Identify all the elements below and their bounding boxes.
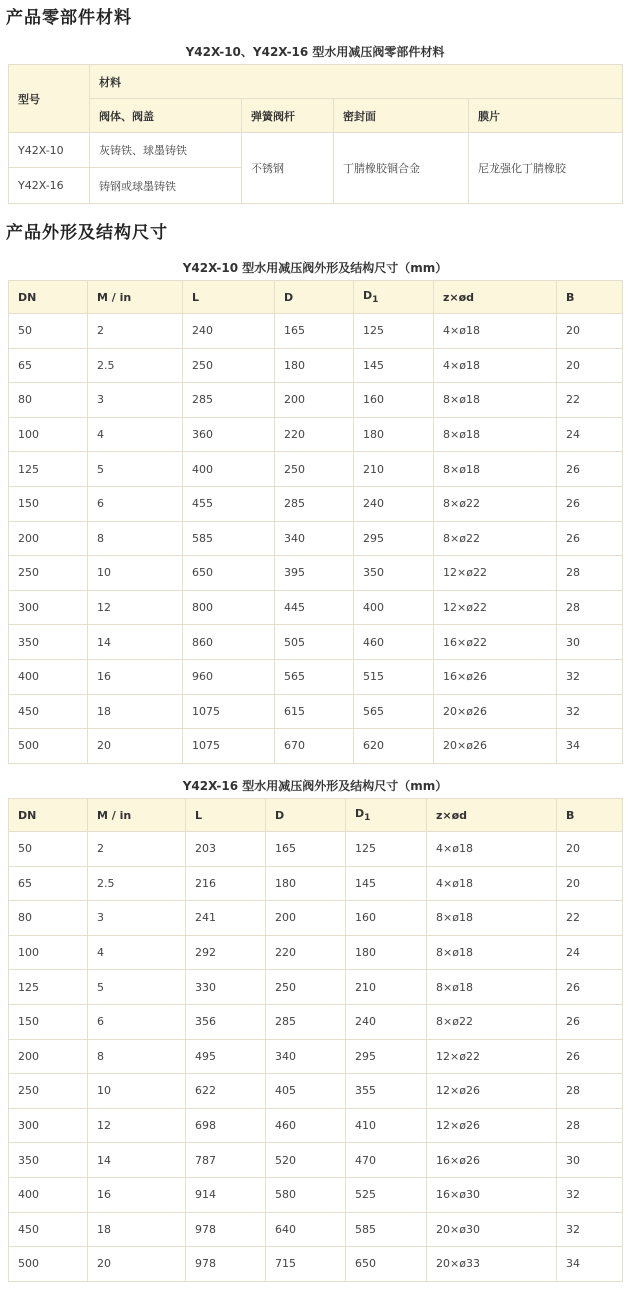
table-cell: 8×ø18 — [427, 901, 557, 936]
table-cell: 340 — [266, 1039, 346, 1074]
table-cell: 505 — [275, 625, 354, 660]
table-cell: 450 — [9, 1212, 88, 1247]
table-cell: 20×ø30 — [427, 1212, 557, 1247]
table-cell: 2 — [88, 314, 183, 349]
table-cell: 3 — [88, 383, 183, 418]
table-row — [9, 866, 623, 901]
subscript: 1 — [364, 813, 371, 823]
table-cell: 28 — [557, 556, 623, 591]
table-cell: 20 — [557, 832, 623, 867]
column-header-text: D — [355, 807, 365, 820]
table-cell: 50 — [9, 832, 88, 867]
table-cell: 18 — [88, 1212, 186, 1247]
table-row — [9, 1177, 623, 1212]
column-header: M / in — [88, 799, 186, 832]
table-cell: 26 — [557, 452, 623, 487]
table-cell: 8×ø18 — [434, 452, 557, 487]
table-cell: 400 — [9, 1177, 88, 1212]
table-cell: 8×ø22 — [427, 1004, 557, 1039]
table-cell: 12×ø22 — [427, 1039, 557, 1074]
table-cell: 350 — [354, 556, 434, 591]
table-cell: 565 — [275, 659, 354, 694]
table-cell: 405 — [266, 1074, 346, 1109]
table-cell: 241 — [186, 901, 266, 936]
subheader-diaphragm: 膜片 — [469, 99, 623, 133]
table-cell: 20 — [557, 314, 623, 349]
table-row — [9, 314, 623, 349]
table-cell: 400 — [354, 590, 434, 625]
material-diaphragm-cell: 尼龙强化丁腈橡胶 — [469, 133, 623, 204]
table-cell: 455 — [183, 486, 275, 521]
table-cell: 340 — [275, 521, 354, 556]
table-cell: 500 — [9, 729, 88, 764]
table-cell: 300 — [9, 590, 88, 625]
table-cell: 180 — [275, 348, 354, 383]
table-cell: 1075 — [183, 694, 275, 729]
table-cell: 200 — [9, 1039, 88, 1074]
table-cell: 125 — [354, 314, 434, 349]
table-cell: 978 — [186, 1247, 266, 1282]
table-cell: 210 — [346, 970, 427, 1005]
table-cell: 16 — [88, 659, 183, 694]
subheader-seal: 密封面 — [334, 99, 469, 133]
table-cell: 355 — [346, 1074, 427, 1109]
table-cell: 10 — [88, 1074, 186, 1109]
table-cell: 650 — [183, 556, 275, 591]
table-cell: 520 — [266, 1143, 346, 1178]
column-header: L — [186, 799, 266, 832]
table-cell: 28 — [557, 590, 623, 625]
table-cell: 32 — [557, 1177, 623, 1212]
table-cell: 80 — [9, 901, 88, 936]
table-cell: 8×ø18 — [434, 383, 557, 418]
column-header: DN — [9, 799, 88, 832]
table-cell: 450 — [9, 694, 88, 729]
table-cell: 585 — [183, 521, 275, 556]
table-cell: 240 — [346, 1004, 427, 1039]
table-cell: 24 — [557, 935, 623, 970]
subscript: 1 — [372, 295, 379, 305]
table-cell: 12×ø22 — [434, 590, 557, 625]
table-cell: 285 — [266, 1004, 346, 1039]
table-row — [9, 383, 623, 418]
table-cell: 22 — [557, 383, 623, 418]
table-row — [9, 417, 623, 452]
table-cell: 160 — [354, 383, 434, 418]
table-cell: 150 — [9, 1004, 88, 1039]
table-cell: 20 — [88, 729, 183, 764]
table-cell: 250 — [266, 970, 346, 1005]
table-cell: 495 — [186, 1039, 266, 1074]
column-header — [346, 799, 427, 832]
table-cell: 12 — [88, 1108, 186, 1143]
dimensions-heading: 产品外形及结构尺寸 — [6, 223, 168, 243]
table-row — [9, 694, 623, 729]
table-row — [9, 348, 623, 383]
table-cell: 2 — [88, 832, 186, 867]
table-cell: 18 — [88, 694, 183, 729]
header-row — [9, 799, 623, 832]
table-cell: 914 — [186, 1177, 266, 1212]
table-cell: 240 — [354, 486, 434, 521]
table-row — [9, 590, 623, 625]
table-cell: 34 — [557, 729, 623, 764]
table-cell: 460 — [354, 625, 434, 660]
table-cell: 4×ø18 — [434, 314, 557, 349]
column-header: B — [557, 799, 623, 832]
table-cell: 1075 — [183, 729, 275, 764]
table-cell: 16×ø26 — [434, 659, 557, 694]
table-cell: 350 — [9, 625, 88, 660]
table-cell: 26 — [557, 1004, 623, 1039]
table-row — [9, 556, 623, 591]
table-row — [9, 1004, 623, 1039]
dimensions-table-10 — [8, 280, 623, 764]
table-cell: 4×ø18 — [427, 866, 557, 901]
table-cell: 8×ø22 — [434, 521, 557, 556]
material-model-cell: Y42X-16 — [9, 168, 90, 204]
table-cell: 26 — [557, 486, 623, 521]
table-cell: 4 — [88, 417, 183, 452]
table-cell: 150 — [9, 486, 88, 521]
table-10-caption: Y42X-10 型水用减压阀外形及结构尺寸（mm） — [182, 261, 448, 275]
table-cell: 360 — [183, 417, 275, 452]
table-cell: 6 — [88, 1004, 186, 1039]
table-cell: 8×ø18 — [427, 935, 557, 970]
table-cell: 300 — [9, 1108, 88, 1143]
table-cell: 12×ø26 — [427, 1074, 557, 1109]
table-cell: 445 — [275, 590, 354, 625]
table-cell: 30 — [557, 625, 623, 660]
table-cell: 14 — [88, 625, 183, 660]
table-cell: 125 — [346, 832, 427, 867]
table-cell: 240 — [183, 314, 275, 349]
table-cell: 100 — [9, 935, 88, 970]
table-cell: 32 — [557, 659, 623, 694]
column-header: L — [183, 281, 275, 314]
table-row — [9, 935, 623, 970]
column-header: B — [557, 281, 623, 314]
table-cell: 620 — [354, 729, 434, 764]
table-cell: 65 — [9, 348, 88, 383]
table-cell: 6 — [88, 486, 183, 521]
table-cell: 210 — [354, 452, 434, 487]
table-cell: 32 — [557, 1212, 623, 1247]
table-cell: 525 — [346, 1177, 427, 1212]
table-cell: 615 — [275, 694, 354, 729]
material-model-cell: Y42X-10 — [9, 133, 90, 168]
subheader-body: 阀体、阀盖 — [90, 99, 242, 133]
column-header: z×ød — [427, 799, 557, 832]
column-header: D — [275, 281, 354, 314]
table-cell: 200 — [275, 383, 354, 418]
table-row — [9, 1212, 623, 1247]
table-cell: 400 — [183, 452, 275, 487]
table-cell: 400 — [9, 659, 88, 694]
column-header: z×ød — [434, 281, 557, 314]
table-cell: 8×ø22 — [434, 486, 557, 521]
table-cell: 26 — [557, 1039, 623, 1074]
table-cell: 14 — [88, 1143, 186, 1178]
table-cell: 16×ø30 — [427, 1177, 557, 1212]
table-row — [9, 1074, 623, 1109]
table-cell: 3 — [88, 901, 186, 936]
subheader-stem: 弹簧阀杆 — [242, 99, 334, 133]
table-cell: 12×ø22 — [434, 556, 557, 591]
table-row — [9, 729, 623, 764]
table-cell: 960 — [183, 659, 275, 694]
table-cell: 203 — [186, 832, 266, 867]
table-row — [9, 659, 623, 694]
table-row — [9, 452, 623, 487]
materials-table-caption: Y42X-10、Y42X-16 型水用减压阀零部件材料 — [185, 45, 445, 59]
table-cell: 4×ø18 — [427, 832, 557, 867]
table-cell: 8×ø18 — [434, 417, 557, 452]
table-cell: 8 — [88, 1039, 186, 1074]
header-row — [9, 281, 623, 314]
table-cell: 978 — [186, 1212, 266, 1247]
table-cell: 285 — [275, 486, 354, 521]
table-row — [9, 625, 623, 660]
table-row — [9, 1247, 623, 1282]
table-cell: 100 — [9, 417, 88, 452]
table-cell: 650 — [346, 1247, 427, 1282]
materials-table — [8, 64, 623, 204]
table-cell: 330 — [186, 970, 266, 1005]
table-cell: 2.5 — [88, 866, 186, 901]
table-cell: 32 — [557, 694, 623, 729]
table-cell: 220 — [266, 935, 346, 970]
table-row — [9, 832, 623, 867]
table-cell: 145 — [346, 866, 427, 901]
table-cell: 250 — [183, 348, 275, 383]
table-cell: 22 — [557, 901, 623, 936]
table-cell: 295 — [346, 1039, 427, 1074]
table-cell: 715 — [266, 1247, 346, 1282]
table-cell: 515 — [354, 659, 434, 694]
table-16-caption: Y42X-16 型水用减压阀外形及结构尺寸（mm） — [182, 779, 448, 793]
material-stem-cell: 不锈钢 — [242, 133, 334, 204]
table-cell: 20×ø26 — [434, 729, 557, 764]
table-cell: 16×ø26 — [427, 1143, 557, 1178]
table-cell: 356 — [186, 1004, 266, 1039]
table-cell: 585 — [346, 1212, 427, 1247]
column-header — [354, 281, 434, 314]
table-cell: 5 — [88, 452, 183, 487]
table-row — [9, 1143, 623, 1178]
table-cell: 787 — [186, 1143, 266, 1178]
table-row — [9, 1039, 623, 1074]
table-cell: 200 — [266, 901, 346, 936]
table-cell: 65 — [9, 866, 88, 901]
table-cell: 2.5 — [88, 348, 183, 383]
table-cell: 670 — [275, 729, 354, 764]
table-cell: 26 — [557, 521, 623, 556]
table-cell: 800 — [183, 590, 275, 625]
table-cell: 80 — [9, 383, 88, 418]
table-cell: 165 — [266, 832, 346, 867]
table-cell: 410 — [346, 1108, 427, 1143]
table-cell: 216 — [186, 866, 266, 901]
table-cell: 622 — [186, 1074, 266, 1109]
table-cell: 285 — [183, 383, 275, 418]
material-body-cell: 灰铸铁、球墨铸铁 — [90, 133, 242, 168]
table-cell: 295 — [354, 521, 434, 556]
table-cell: 5 — [88, 970, 186, 1005]
table-cell: 8 — [88, 521, 183, 556]
material-seal-cell: 丁腈橡胶铜合金 — [334, 133, 469, 204]
table-cell: 12×ø26 — [427, 1108, 557, 1143]
table-cell: 200 — [9, 521, 88, 556]
table-cell: 250 — [275, 452, 354, 487]
table-row — [9, 901, 623, 936]
table-cell: 28 — [557, 1108, 623, 1143]
table-cell: 250 — [9, 1074, 88, 1109]
column-header-text: D — [363, 289, 373, 302]
column-header: DN — [9, 281, 88, 314]
table-cell: 12 — [88, 590, 183, 625]
table-cell: 500 — [9, 1247, 88, 1282]
table-row — [9, 486, 623, 521]
material-body-cell: 铸钢或球墨铸铁 — [90, 168, 242, 204]
table-cell: 160 — [346, 901, 427, 936]
materials-heading: 产品零部件材料 — [6, 8, 132, 28]
table-cell: 220 — [275, 417, 354, 452]
table-row — [9, 521, 623, 556]
table-cell: 28 — [557, 1074, 623, 1109]
table-cell: 860 — [183, 625, 275, 660]
table-cell: 50 — [9, 314, 88, 349]
table-cell: 698 — [186, 1108, 266, 1143]
table-cell: 640 — [266, 1212, 346, 1247]
table-cell: 8×ø18 — [427, 970, 557, 1005]
table-cell: 180 — [266, 866, 346, 901]
table-cell: 125 — [9, 452, 88, 487]
table-cell: 180 — [346, 935, 427, 970]
table-cell: 30 — [557, 1143, 623, 1178]
table-cell: 145 — [354, 348, 434, 383]
table-cell: 26 — [557, 970, 623, 1005]
table-cell: 470 — [346, 1143, 427, 1178]
header-material: 材料 — [90, 65, 623, 99]
table-cell: 4 — [88, 935, 186, 970]
table-cell: 125 — [9, 970, 88, 1005]
table-cell: 16×ø22 — [434, 625, 557, 660]
table-cell: 34 — [557, 1247, 623, 1282]
table-cell: 292 — [186, 935, 266, 970]
table-cell: 180 — [354, 417, 434, 452]
table-cell: 20 — [557, 866, 623, 901]
table-cell: 460 — [266, 1108, 346, 1143]
table-cell: 395 — [275, 556, 354, 591]
table-cell: 165 — [275, 314, 354, 349]
table-row — [9, 1108, 623, 1143]
table-cell: 20×ø26 — [434, 694, 557, 729]
table-cell: 20 — [88, 1247, 186, 1282]
table-cell: 24 — [557, 417, 623, 452]
table-cell: 10 — [88, 556, 183, 591]
table-cell: 350 — [9, 1143, 88, 1178]
table-cell: 16 — [88, 1177, 186, 1212]
header-model: 型号 — [9, 65, 90, 133]
table-cell: 20 — [557, 348, 623, 383]
table-row — [9, 970, 623, 1005]
table-cell: 580 — [266, 1177, 346, 1212]
column-header: M / in — [88, 281, 183, 314]
dimensions-table-16 — [8, 798, 623, 1282]
table-cell: 20×ø33 — [427, 1247, 557, 1282]
table-cell: 4×ø18 — [434, 348, 557, 383]
column-header: D — [266, 799, 346, 832]
table-cell: 250 — [9, 556, 88, 591]
table-cell: 565 — [354, 694, 434, 729]
